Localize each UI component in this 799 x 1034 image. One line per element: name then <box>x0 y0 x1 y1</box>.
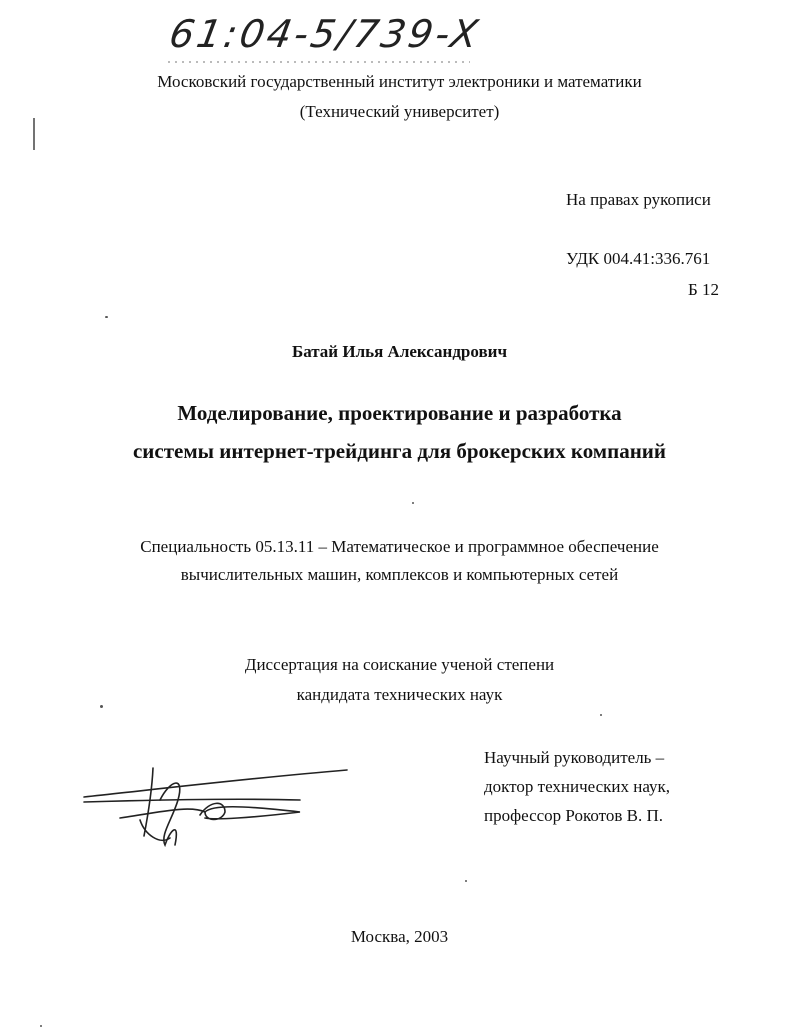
institution-subtitle: (Технический университет) <box>299 102 500 121</box>
thesis-title-line-2: системы интернет-трейдинга для брокерских компаний <box>132 439 667 463</box>
supervisor-role: Научный руководитель – <box>484 748 665 767</box>
archive-number-handwritten: 61:04-5/739-X <box>166 12 485 56</box>
udc-code: УДК 004.41:336.761 <box>566 249 711 268</box>
degree-line-2: кандидата технических наук <box>296 685 503 704</box>
supervisor-degree: доктор технических наук, <box>484 777 671 796</box>
rights-note: На правах рукописи <box>566 190 711 209</box>
thesis-title-line-1: Моделирование, проектирование и разработка <box>177 401 622 425</box>
author-name: Батай Илья Александрович <box>291 342 508 361</box>
institution-name: Московский государственный институт электроники и математики <box>157 72 642 91</box>
scan-speck <box>600 714 602 716</box>
supervisor-name: профессор Рокотов В. П. <box>484 806 663 825</box>
shelf-code: Б 12 <box>688 280 720 299</box>
scan-speck <box>105 316 108 318</box>
scan-speck <box>40 1025 42 1027</box>
scan-speck <box>465 880 467 882</box>
place-and-year: Москва, 2003 <box>350 927 449 946</box>
specialty-line-2: вычислительных машин, комплексов и компьютерных сетей <box>180 565 619 584</box>
scan-speck <box>100 705 103 708</box>
scan-speck <box>412 502 414 504</box>
degree-line-1: Диссертация на соискание ученой степени <box>244 655 555 674</box>
specialty-line-1: Специальность 05.13.11 – Математическое и программное обеспечение <box>140 537 659 556</box>
signature <box>84 768 347 845</box>
